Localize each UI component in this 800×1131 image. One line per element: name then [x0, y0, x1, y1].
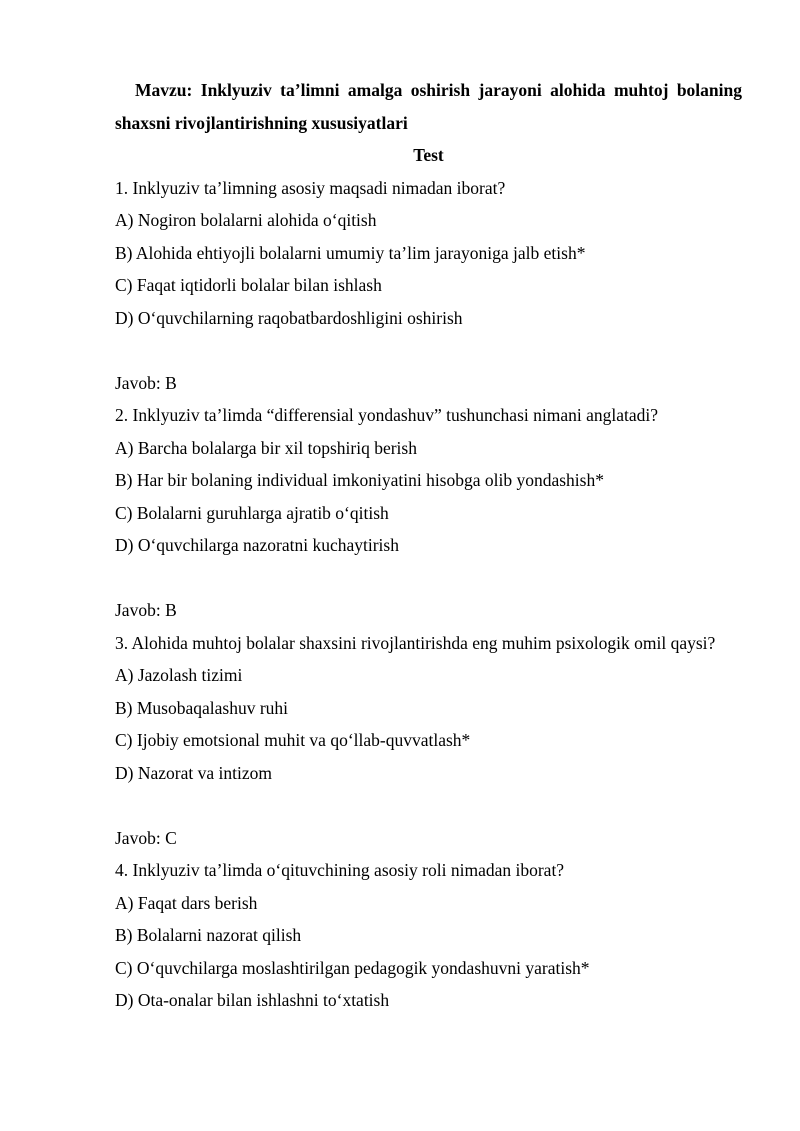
blank-line: [115, 789, 742, 822]
answer-option: C) Faqat iqtidorli bolalar bilan ishlash: [115, 275, 382, 295]
answer-option: C) Bolalarni guruhlarga ajratib o‘qitish: [115, 502, 389, 523]
answer-option: A) Jazolash tizimi: [115, 665, 243, 685]
answer-option: A) Barcha bolalarga bir xil topshiriq berish: [115, 437, 417, 458]
blank-line: [115, 562, 742, 595]
document-subtitle: Test: [413, 145, 444, 165]
question-block-3: [115, 627, 742, 855]
answer-option: D) Ota-onalar bilan ishlashni to‘xtatish: [115, 990, 390, 1010]
document-title: Mavzu: Inklyuziv ta’limni amalga oshirish jarayoni alohida muhtoj bolaning shaxsni rivojlantirishning xususiyatlari: [115, 80, 742, 133]
answer-option: C) O‘quvchilarga moslashtirilgan pedagogik yondashuvni yaratish*: [115, 957, 590, 978]
question-text: 1. Inklyuziv ta’limning asosiy maqsadi nimadan iborat?: [115, 177, 506, 198]
answer-option: D) O‘quvchilarning raqobatbardoshligini oshirish: [115, 307, 463, 328]
answer-option: B) Har bir bolaning individual imkoniyatini hisobga olib yondashish*: [115, 470, 604, 490]
answer-option: A) Nogiron bolalarni alohida o‘qitish: [115, 210, 377, 230]
question-text: 3. Alohida muhtoj bolalar shaxsini rivojlantirishda eng muhim psixologik omil qaysi?: [115, 632, 716, 653]
document-page: [115, 74, 742, 1017]
answer-option: C) Ijobiy emotsional muhit va qo‘llab-quvvatlash*: [115, 730, 471, 750]
question-text: 2. Inklyuziv ta’limda “differensial yondashuv” tushunchasi nimani anglatadi?: [115, 405, 658, 425]
question-block-2: [115, 399, 742, 627]
correct-answer: Javob: B: [115, 600, 177, 620]
correct-answer: Javob: B: [115, 372, 177, 393]
answer-option: D) Nazorat va intizom: [115, 762, 272, 783]
question-block-4: [115, 854, 742, 1017]
question-text: 4. Inklyuziv ta’limda o‘qituvchining asosiy roli nimadan iborat?: [115, 860, 565, 880]
answer-option: B) Bolalarni nazorat qilish: [115, 925, 302, 945]
correct-answer: Javob: C: [115, 827, 177, 848]
blank-line: [115, 334, 742, 367]
answer-option: B) Alohida ehtiyojli bolalarni umumiy ta’lim jarayoniga jalb etish*: [115, 242, 586, 263]
answer-option: D) O‘quvchilarga nazoratni kuchaytirish: [115, 535, 399, 555]
answer-option: A) Faqat dars berish: [115, 892, 258, 913]
question-block-1: [115, 172, 742, 400]
answer-option: B) Musobaqalashuv ruhi: [115, 697, 289, 718]
